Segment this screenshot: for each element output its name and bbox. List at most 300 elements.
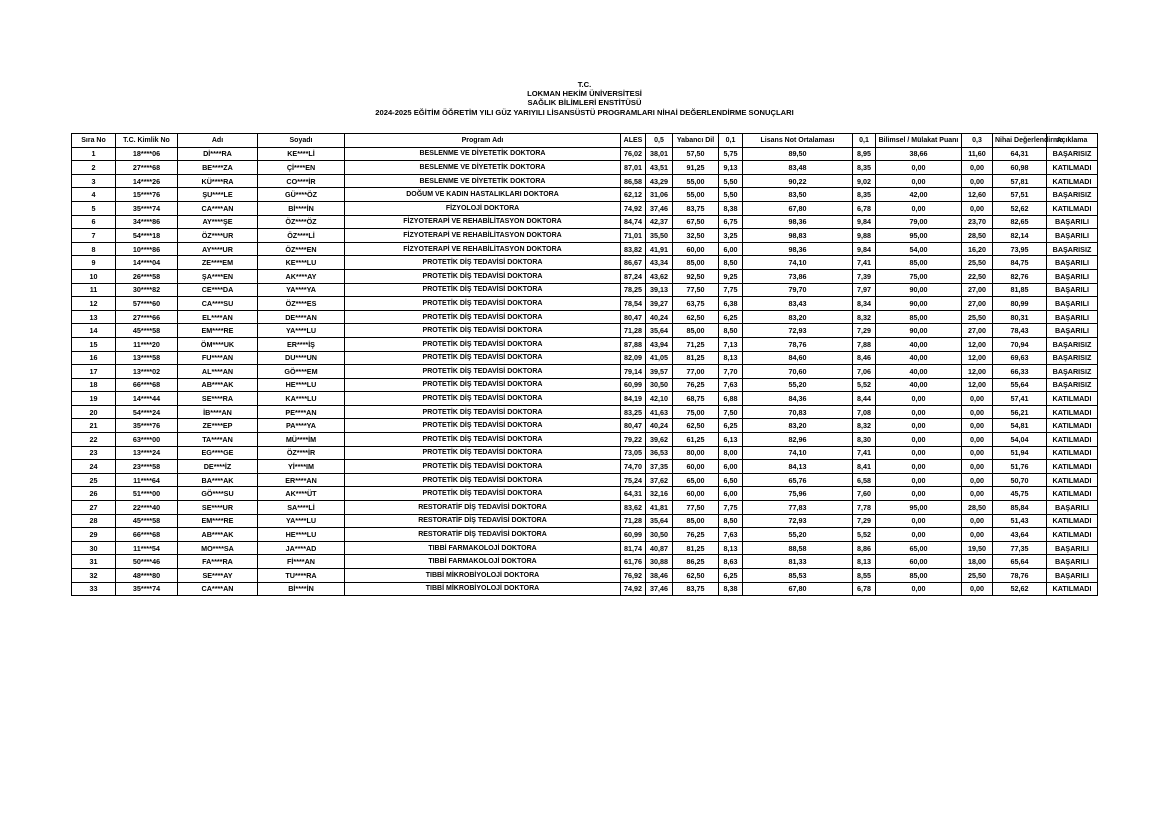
col-dil-coef-cell: 6,38 bbox=[719, 297, 743, 311]
col-yabanci-dil-cell: 68,75 bbox=[673, 392, 719, 406]
col-adi-cell: EL****AN bbox=[178, 310, 258, 324]
col-lisans-coef-cell: 8,13 bbox=[853, 555, 876, 569]
col-lisans-not-cell: 67,80 bbox=[743, 201, 853, 215]
col-dil-coef-cell: 6,25 bbox=[719, 419, 743, 433]
col-yabanci-dil-cell: 60,00 bbox=[673, 242, 719, 256]
col-yabanci-dil-cell: 71,25 bbox=[673, 337, 719, 351]
col-program-adi-cell: TIBBİ FARMAKOLOJİ DOKTORA bbox=[345, 541, 621, 555]
col-lisans-not-cell: 77,83 bbox=[743, 501, 853, 515]
col-tc-kimlik-no-cell: 66****68 bbox=[116, 378, 178, 392]
col-tc-kimlik-no-cell: 51****00 bbox=[116, 487, 178, 501]
col-sira-no-cell: 16 bbox=[72, 351, 116, 365]
col-nihai-degerlendirme-cell: 85,84 bbox=[993, 501, 1047, 515]
col-tc-kimlik-no-cell: 11****64 bbox=[116, 473, 178, 487]
col-lisans-coef-cell: 9,88 bbox=[853, 229, 876, 243]
col-nihai-degerlendirme-cell: 81,85 bbox=[993, 283, 1047, 297]
col-nihai-degerlendirme-cell: 51,43 bbox=[993, 514, 1047, 528]
col-aciklama-cell: KATILMADI bbox=[1047, 405, 1098, 419]
col-bilimsel-puan-cell: 40,00 bbox=[876, 337, 962, 351]
table-row bbox=[72, 324, 1098, 338]
col-dil-coef-header: 0,1 bbox=[719, 134, 743, 148]
col-bilimsel-puan-cell: 0,00 bbox=[876, 419, 962, 433]
col-yabanci-dil-cell: 55,00 bbox=[673, 174, 719, 188]
col-aciklama-cell: KATILMADI bbox=[1047, 487, 1098, 501]
col-yabanci-dil-cell: 83,75 bbox=[673, 582, 719, 596]
col-sira-no-cell: 15 bbox=[72, 337, 116, 351]
table-row bbox=[72, 487, 1098, 501]
col-sira-no-cell: 27 bbox=[72, 501, 116, 515]
col-ales-coef-cell: 32,16 bbox=[646, 487, 673, 501]
col-bilimsel-coef-cell: 0,00 bbox=[962, 446, 993, 460]
table-row bbox=[72, 174, 1098, 188]
col-aciklama-cell: KATILMADI bbox=[1047, 582, 1098, 596]
col-nihai-degerlendirme-cell: 64,31 bbox=[993, 147, 1047, 161]
col-lisans-not-cell: 82,96 bbox=[743, 433, 853, 447]
col-soyadi-cell: ÖZ****Lİ bbox=[258, 229, 345, 243]
col-tc-kimlik-no-cell: 54****18 bbox=[116, 229, 178, 243]
col-dil-coef-cell: 8,13 bbox=[719, 541, 743, 555]
col-adi-cell: GÖ****SU bbox=[178, 487, 258, 501]
col-yabanci-dil-cell: 32,50 bbox=[673, 229, 719, 243]
col-ales-coef-cell: 40,24 bbox=[646, 310, 673, 324]
col-ales-coef-cell: 30,88 bbox=[646, 555, 673, 569]
col-bilimsel-coef-cell: 12,00 bbox=[962, 351, 993, 365]
col-ales-cell: 76,02 bbox=[621, 147, 646, 161]
table-row bbox=[72, 419, 1098, 433]
col-bilimsel-puan-cell: 85,00 bbox=[876, 310, 962, 324]
col-program-adi-cell: PROTETİK DİŞ TEDAVİSİ DOKTORA bbox=[345, 283, 621, 297]
col-lisans-not-cell: 74,10 bbox=[743, 256, 853, 270]
col-adi-cell: AL****AN bbox=[178, 365, 258, 379]
col-sira-no-cell: 11 bbox=[72, 283, 116, 297]
col-tc-kimlik-no-cell: 18****06 bbox=[116, 147, 178, 161]
col-nihai-degerlendirme-cell: 54,81 bbox=[993, 419, 1047, 433]
col-program-adi-cell: PROTETİK DİŞ TEDAVİSİ DOKTORA bbox=[345, 324, 621, 338]
col-yabanci-dil-cell: 55,00 bbox=[673, 188, 719, 202]
col-program-adi-cell: RESTORATİF DİŞ TEDAVİSİ DOKTORA bbox=[345, 514, 621, 528]
col-lisans-not-cell: 65,76 bbox=[743, 473, 853, 487]
col-ales-cell: 60,99 bbox=[621, 528, 646, 542]
col-program-adi-cell: FİZYOTERAPİ VE REHABİLİTASYON DOKTORA bbox=[345, 215, 621, 229]
col-ales-cell: 71,01 bbox=[621, 229, 646, 243]
col-bilimsel-coef-cell: 28,50 bbox=[962, 501, 993, 515]
col-bilimsel-puan-cell: 0,00 bbox=[876, 446, 962, 460]
col-bilimsel-coef-cell: 0,00 bbox=[962, 460, 993, 474]
col-soyadi-cell: YA****LU bbox=[258, 514, 345, 528]
col-bilimsel-puan-cell: 0,00 bbox=[876, 433, 962, 447]
col-program-adi-cell: RESTORATİF DİŞ TEDAVİSİ DOKTORA bbox=[345, 501, 621, 515]
col-aciklama-cell: BAŞARILI bbox=[1047, 310, 1098, 324]
col-aciklama-cell: BAŞARISIZ bbox=[1047, 365, 1098, 379]
col-bilimsel-coef-cell: 12,00 bbox=[962, 365, 993, 379]
col-bilimsel-coef-cell: 12,60 bbox=[962, 188, 993, 202]
col-dil-coef-cell: 7,75 bbox=[719, 501, 743, 515]
table-row bbox=[72, 446, 1098, 460]
col-tc-kimlik-no-cell: 14****04 bbox=[116, 256, 178, 270]
col-ales-cell: 74,92 bbox=[621, 201, 646, 215]
col-lisans-coef-cell: 8,95 bbox=[853, 147, 876, 161]
col-program-adi-cell: BESLENME VE DİYETETİK DOKTORA bbox=[345, 161, 621, 175]
col-yabanci-dil-cell: 61,25 bbox=[673, 433, 719, 447]
col-aciklama-cell: BAŞARILI bbox=[1047, 569, 1098, 583]
col-bilimsel-puan-cell: 90,00 bbox=[876, 324, 962, 338]
col-lisans-not-cell: 79,70 bbox=[743, 283, 853, 297]
col-ales-cell: 81,74 bbox=[621, 541, 646, 555]
col-sira-no-cell: 23 bbox=[72, 446, 116, 460]
col-adi-header: Adı bbox=[178, 134, 258, 148]
col-dil-coef-cell: 9,13 bbox=[719, 161, 743, 175]
col-yabanci-dil-cell: 91,25 bbox=[673, 161, 719, 175]
col-bilimsel-coef-cell: 0,00 bbox=[962, 433, 993, 447]
col-sira-no-cell: 10 bbox=[72, 269, 116, 283]
col-lisans-coef-cell: 8,41 bbox=[853, 460, 876, 474]
col-dil-coef-cell: 6,25 bbox=[719, 310, 743, 324]
col-bilimsel-puan-cell: 40,00 bbox=[876, 365, 962, 379]
col-lisans-coef-cell: 7,60 bbox=[853, 487, 876, 501]
col-bilimsel-puan-cell: 0,00 bbox=[876, 405, 962, 419]
col-sira-no-cell: 12 bbox=[72, 297, 116, 311]
col-soyadi-cell: Bİ****İN bbox=[258, 582, 345, 596]
col-aciklama-cell: BAŞARILI bbox=[1047, 501, 1098, 515]
col-program-adi-cell: PROTETİK DİŞ TEDAVİSİ DOKTORA bbox=[345, 351, 621, 365]
col-yabanci-dil-cell: 77,50 bbox=[673, 501, 719, 515]
col-adi-cell: MO****SA bbox=[178, 541, 258, 555]
col-ales-coef-cell: 39,62 bbox=[646, 433, 673, 447]
col-lisans-not-cell: 55,20 bbox=[743, 378, 853, 392]
col-nihai-degerlendirme-cell: 45,75 bbox=[993, 487, 1047, 501]
col-yabanci-dil-cell: 81,25 bbox=[673, 541, 719, 555]
col-lisans-coef-cell: 8,30 bbox=[853, 433, 876, 447]
col-bilimsel-puan-cell: 40,00 bbox=[876, 378, 962, 392]
col-tc-kimlik-no-cell: 11****54 bbox=[116, 541, 178, 555]
col-ales-cell: 75,24 bbox=[621, 473, 646, 487]
col-lisans-coef-cell: 6,58 bbox=[853, 473, 876, 487]
col-soyadi-header: Soyadı bbox=[258, 134, 345, 148]
col-yabanci-dil-cell: 85,00 bbox=[673, 514, 719, 528]
col-bilimsel-puan-cell: 90,00 bbox=[876, 283, 962, 297]
col-aciklama-cell: BAŞARILI bbox=[1047, 324, 1098, 338]
col-ales-cell: 84,19 bbox=[621, 392, 646, 406]
col-lisans-coef-cell: 7,29 bbox=[853, 324, 876, 338]
col-sira-no-cell: 9 bbox=[72, 256, 116, 270]
col-program-adi-cell: PROTETİK DİŞ TEDAVİSİ DOKTORA bbox=[345, 337, 621, 351]
col-lisans-coef-cell: 6,78 bbox=[853, 201, 876, 215]
col-lisans-coef-cell: 9,84 bbox=[853, 242, 876, 256]
col-yabanci-dil-cell: 62,50 bbox=[673, 310, 719, 324]
col-lisans-not-cell: 83,50 bbox=[743, 188, 853, 202]
col-tc-kimlik-no-cell: 22****40 bbox=[116, 501, 178, 515]
col-soyadi-cell: AK****AY bbox=[258, 269, 345, 283]
col-lisans-not-cell: 98,36 bbox=[743, 215, 853, 229]
col-bilimsel-coef-cell: 16,20 bbox=[962, 242, 993, 256]
col-tc-kimlik-no-cell: 26****58 bbox=[116, 269, 178, 283]
col-sira-no-cell: 6 bbox=[72, 215, 116, 229]
col-program-adi-cell: PROTETİK DİŞ TEDAVİSİ DOKTORA bbox=[345, 446, 621, 460]
col-dil-coef-cell: 6,25 bbox=[719, 569, 743, 583]
col-aciklama-cell: KATILMADI bbox=[1047, 528, 1098, 542]
col-sira-no-cell: 2 bbox=[72, 161, 116, 175]
col-program-adi-cell: PROTETİK DİŞ TEDAVİSİ DOKTORA bbox=[345, 392, 621, 406]
col-aciklama-cell: KATILMADI bbox=[1047, 446, 1098, 460]
col-tc-kimlik-no-cell: 34****86 bbox=[116, 215, 178, 229]
table-row bbox=[72, 501, 1098, 515]
col-ales-cell: 74,92 bbox=[621, 582, 646, 596]
col-program-adi-cell: BESLENME VE DİYETETİK DOKTORA bbox=[345, 174, 621, 188]
col-aciklama-cell: BAŞARISIZ bbox=[1047, 188, 1098, 202]
col-soyadi-cell: GÖ****EM bbox=[258, 365, 345, 379]
col-lisans-not-cell: 85,53 bbox=[743, 569, 853, 583]
col-ales-cell: 83,82 bbox=[621, 242, 646, 256]
col-lisans-not-cell: 98,83 bbox=[743, 229, 853, 243]
col-tc-kimlik-no-cell: 15****76 bbox=[116, 188, 178, 202]
col-adi-cell: EM****RE bbox=[178, 324, 258, 338]
col-ales-cell: 74,70 bbox=[621, 460, 646, 474]
col-adi-cell: AB****AK bbox=[178, 378, 258, 392]
col-bilimsel-puan-cell: 85,00 bbox=[876, 569, 962, 583]
col-bilimsel-coef-cell: 27,00 bbox=[962, 324, 993, 338]
col-ales-coef-cell: 37,46 bbox=[646, 582, 673, 596]
col-program-adi-cell: PROTETİK DİŞ TEDAVİSİ DOKTORA bbox=[345, 365, 621, 379]
col-tc-kimlik-no-cell: 13****02 bbox=[116, 365, 178, 379]
col-ales-cell: 62,12 bbox=[621, 188, 646, 202]
col-yabanci-dil-cell: 62,50 bbox=[673, 569, 719, 583]
col-tc-kimlik-no-cell: 54****24 bbox=[116, 405, 178, 419]
col-nihai-degerlendirme-cell: 78,76 bbox=[993, 569, 1047, 583]
col-soyadi-cell: KA****LU bbox=[258, 392, 345, 406]
col-adi-cell: BA****AK bbox=[178, 473, 258, 487]
col-yabanci-dil-cell: 62,50 bbox=[673, 419, 719, 433]
col-sira-no-cell: 28 bbox=[72, 514, 116, 528]
col-soyadi-cell: Yİ****IM bbox=[258, 460, 345, 474]
col-lisans-coef-cell: 7,08 bbox=[853, 405, 876, 419]
col-soyadi-cell: ER****AN bbox=[258, 473, 345, 487]
col-ales-coef-cell: 38,46 bbox=[646, 569, 673, 583]
col-adi-cell: AY****ŞE bbox=[178, 215, 258, 229]
col-ales-coef-cell: 41,91 bbox=[646, 242, 673, 256]
col-ales-cell: 64,31 bbox=[621, 487, 646, 501]
table-row bbox=[72, 392, 1098, 406]
col-lisans-coef-cell: 7,39 bbox=[853, 269, 876, 283]
col-ales-cell: 71,28 bbox=[621, 514, 646, 528]
col-bilimsel-coef-cell: 0,00 bbox=[962, 392, 993, 406]
col-soyadi-cell: KE****LU bbox=[258, 256, 345, 270]
col-aciklama-cell: KATILMADI bbox=[1047, 201, 1098, 215]
col-sira-no-cell: 21 bbox=[72, 419, 116, 433]
col-bilimsel-puan-cell: 85,00 bbox=[876, 256, 962, 270]
table-row bbox=[72, 365, 1098, 379]
col-ales-cell: 78,54 bbox=[621, 297, 646, 311]
col-soyadi-cell: PE****AN bbox=[258, 405, 345, 419]
col-tc-kimlik-no-cell: 50****46 bbox=[116, 555, 178, 569]
col-ales-coef-cell: 35,50 bbox=[646, 229, 673, 243]
col-dil-coef-cell: 7,63 bbox=[719, 528, 743, 542]
col-sira-no-cell: 13 bbox=[72, 310, 116, 324]
col-adi-cell: DE****İZ bbox=[178, 460, 258, 474]
table-row bbox=[72, 215, 1098, 229]
col-lisans-coef-cell: 9,02 bbox=[853, 174, 876, 188]
col-ales-coef-cell: 31,06 bbox=[646, 188, 673, 202]
col-lisans-coef-cell: 7,29 bbox=[853, 514, 876, 528]
col-dil-coef-cell: 7,50 bbox=[719, 405, 743, 419]
col-bilimsel-coef-cell: 12,00 bbox=[962, 337, 993, 351]
col-nihai-degerlendirme-cell: 57,41 bbox=[993, 392, 1047, 406]
table-row bbox=[72, 297, 1098, 311]
col-dil-coef-cell: 6,00 bbox=[719, 460, 743, 474]
col-bilimsel-puan-cell: 65,00 bbox=[876, 541, 962, 555]
col-adi-cell: EG****GE bbox=[178, 446, 258, 460]
col-aciklama-cell: BAŞARILI bbox=[1047, 269, 1098, 283]
col-soyadi-cell: SA****Lİ bbox=[258, 501, 345, 515]
col-ales-coef-cell: 43,34 bbox=[646, 256, 673, 270]
col-yabanci-dil-cell: 77,50 bbox=[673, 283, 719, 297]
col-yabanci-dil-cell: 85,00 bbox=[673, 324, 719, 338]
col-sira-no-cell: 1 bbox=[72, 147, 116, 161]
col-program-adi-cell: TIBBİ MİKROBİYOLOJİ DOKTORA bbox=[345, 569, 621, 583]
col-aciklama-cell: BAŞARILI bbox=[1047, 555, 1098, 569]
col-soyadi-cell: DE****AN bbox=[258, 310, 345, 324]
col-dil-coef-cell: 5,50 bbox=[719, 174, 743, 188]
col-ales-coef-cell: 40,24 bbox=[646, 419, 673, 433]
col-adi-cell: SE****AY bbox=[178, 569, 258, 583]
col-lisans-coef-cell: 6,78 bbox=[853, 582, 876, 596]
col-adi-cell: FA****RA bbox=[178, 555, 258, 569]
col-lisans-coef-cell: 7,97 bbox=[853, 283, 876, 297]
col-lisans-not-cell: 73,86 bbox=[743, 269, 853, 283]
col-adi-cell: CA****AN bbox=[178, 201, 258, 215]
col-nihai-degerlendirme-cell: 70,94 bbox=[993, 337, 1047, 351]
col-tc-kimlik-no-cell: 10****86 bbox=[116, 242, 178, 256]
col-adi-cell: Dİ****RA bbox=[178, 147, 258, 161]
col-lisans-coef-cell: 8,44 bbox=[853, 392, 876, 406]
col-soyadi-cell: TU****RA bbox=[258, 569, 345, 583]
col-program-adi-cell: PROTETİK DİŞ TEDAVİSİ DOKTORA bbox=[345, 310, 621, 324]
col-bilimsel-coef-cell: 0,00 bbox=[962, 405, 993, 419]
col-lisans-not-cell: 72,93 bbox=[743, 324, 853, 338]
col-tc-kimlik-no-cell: 14****26 bbox=[116, 174, 178, 188]
col-bilimsel-puan-cell: 38,66 bbox=[876, 147, 962, 161]
col-bilimsel-coef-cell: 0,00 bbox=[962, 174, 993, 188]
col-program-adi-cell: FİZYOTERAPİ VE REHABİLİTASYON DOKTORA bbox=[345, 242, 621, 256]
col-ales-cell: 73,05 bbox=[621, 446, 646, 460]
col-dil-coef-cell: 6,00 bbox=[719, 242, 743, 256]
col-sira-no-cell: 31 bbox=[72, 555, 116, 569]
col-tc-kimlik-no-cell: 27****66 bbox=[116, 310, 178, 324]
col-soyadi-cell: ÖZ****ES bbox=[258, 297, 345, 311]
col-yabanci-dil-cell: 85,00 bbox=[673, 256, 719, 270]
table-row bbox=[72, 256, 1098, 270]
col-ales-cell: 86,67 bbox=[621, 256, 646, 270]
col-lisans-not-cell: 84,36 bbox=[743, 392, 853, 406]
table-row bbox=[72, 541, 1098, 555]
col-bilimsel-coef-cell: 0,00 bbox=[962, 201, 993, 215]
table-row bbox=[72, 433, 1098, 447]
col-soyadi-cell: AK****ÜT bbox=[258, 487, 345, 501]
table-row bbox=[72, 405, 1098, 419]
col-ales-cell: 87,88 bbox=[621, 337, 646, 351]
col-bilimsel-coef-cell: 28,50 bbox=[962, 229, 993, 243]
col-lisans-not-cell: 78,76 bbox=[743, 337, 853, 351]
col-dil-coef-cell: 6,13 bbox=[719, 433, 743, 447]
col-bilimsel-coef-cell: 22,50 bbox=[962, 269, 993, 283]
table-row bbox=[72, 269, 1098, 283]
col-dil-coef-cell: 8,50 bbox=[719, 324, 743, 338]
col-lisans-not-cell: 84,13 bbox=[743, 460, 853, 474]
col-nihai-degerlendirme-cell: 43,64 bbox=[993, 528, 1047, 542]
col-nihai-degerlendirme-cell: 54,04 bbox=[993, 433, 1047, 447]
col-aciklama-cell: BAŞARISIZ bbox=[1047, 337, 1098, 351]
col-dil-coef-cell: 9,25 bbox=[719, 269, 743, 283]
col-ales-coef-cell: 41,81 bbox=[646, 501, 673, 515]
col-program-adi-cell: PROTETİK DİŞ TEDAVİSİ DOKTORA bbox=[345, 378, 621, 392]
col-ales-coef-cell: 40,87 bbox=[646, 541, 673, 555]
col-lisans-not-cell: 98,36 bbox=[743, 242, 853, 256]
col-yabanci-dil-header: Yabancı Dil bbox=[673, 134, 719, 148]
col-nihai-degerlendirme-header: Nihai Değerlendirme bbox=[993, 134, 1047, 148]
col-ales-cell: 82,09 bbox=[621, 351, 646, 365]
col-nihai-degerlendirme-cell: 50,70 bbox=[993, 473, 1047, 487]
col-nihai-degerlendirme-cell: 80,31 bbox=[993, 310, 1047, 324]
col-bilimsel-coef-cell: 27,00 bbox=[962, 297, 993, 311]
col-nihai-degerlendirme-cell: 56,21 bbox=[993, 405, 1047, 419]
col-program-adi-cell: PROTETİK DİŞ TEDAVİSİ DOKTORA bbox=[345, 473, 621, 487]
col-yabanci-dil-cell: 76,25 bbox=[673, 378, 719, 392]
col-aciklama-cell: KATILMADI bbox=[1047, 473, 1098, 487]
col-bilimsel-puan-cell: 60,00 bbox=[876, 555, 962, 569]
col-yabanci-dil-cell: 83,75 bbox=[673, 201, 719, 215]
col-lisans-coef-cell: 8,35 bbox=[853, 188, 876, 202]
col-aciklama-cell: KATILMADI bbox=[1047, 433, 1098, 447]
col-sira-no-cell: 33 bbox=[72, 582, 116, 596]
col-soyadi-cell: HE****LU bbox=[258, 378, 345, 392]
table-header-row bbox=[72, 134, 1098, 148]
table-row bbox=[72, 242, 1098, 256]
col-lisans-coef-cell: 7,88 bbox=[853, 337, 876, 351]
col-lisans-coef-cell: 8,34 bbox=[853, 297, 876, 311]
col-nihai-degerlendirme-cell: 66,33 bbox=[993, 365, 1047, 379]
col-program-adi-cell: PROTETİK DİŞ TEDAVİSİ DOKTORA bbox=[345, 297, 621, 311]
col-program-adi-cell: TIBBİ MİKROBİYOLOJİ DOKTORA bbox=[345, 582, 621, 596]
col-dil-coef-cell: 7,70 bbox=[719, 365, 743, 379]
table-row bbox=[72, 569, 1098, 583]
col-lisans-coef-cell: 9,84 bbox=[853, 215, 876, 229]
col-lisans-coef-cell: 8,32 bbox=[853, 310, 876, 324]
col-bilimsel-puan-cell: 0,00 bbox=[876, 473, 962, 487]
col-tc-kimlik-no-cell: 48****80 bbox=[116, 569, 178, 583]
col-program-adi-cell: FİZYOTERAPİ VE REHABİLİTASYON DOKTORA bbox=[345, 229, 621, 243]
header-university: LOKMAN HEKİM ÜNİVERSİTESİ bbox=[527, 89, 642, 99]
col-ales-cell: 61,76 bbox=[621, 555, 646, 569]
col-nihai-degerlendirme-cell: 52,62 bbox=[993, 201, 1047, 215]
col-soyadi-cell: ÖZ****EN bbox=[258, 242, 345, 256]
col-yabanci-dil-cell: 60,00 bbox=[673, 487, 719, 501]
col-yabanci-dil-cell: 92,50 bbox=[673, 269, 719, 283]
col-soyadi-cell: YA****LU bbox=[258, 324, 345, 338]
col-aciklama-cell: KATILMADI bbox=[1047, 174, 1098, 188]
col-aciklama-cell: KATILMADI bbox=[1047, 392, 1098, 406]
document-header bbox=[0, 80, 1169, 117]
col-bilimsel-puan-cell: 0,00 bbox=[876, 174, 962, 188]
col-aciklama-cell: BAŞARILI bbox=[1047, 256, 1098, 270]
col-adi-cell: SE****RA bbox=[178, 392, 258, 406]
col-dil-coef-cell: 6,75 bbox=[719, 215, 743, 229]
col-yabanci-dil-cell: 65,00 bbox=[673, 473, 719, 487]
col-adi-cell: FU****AN bbox=[178, 351, 258, 365]
col-dil-coef-cell: 5,75 bbox=[719, 147, 743, 161]
col-bilimsel-puan-cell: 0,00 bbox=[876, 161, 962, 175]
col-nihai-degerlendirme-cell: 80,99 bbox=[993, 297, 1047, 311]
col-ales-cell: 79,22 bbox=[621, 433, 646, 447]
col-aciklama-cell: KATILMADI bbox=[1047, 419, 1098, 433]
